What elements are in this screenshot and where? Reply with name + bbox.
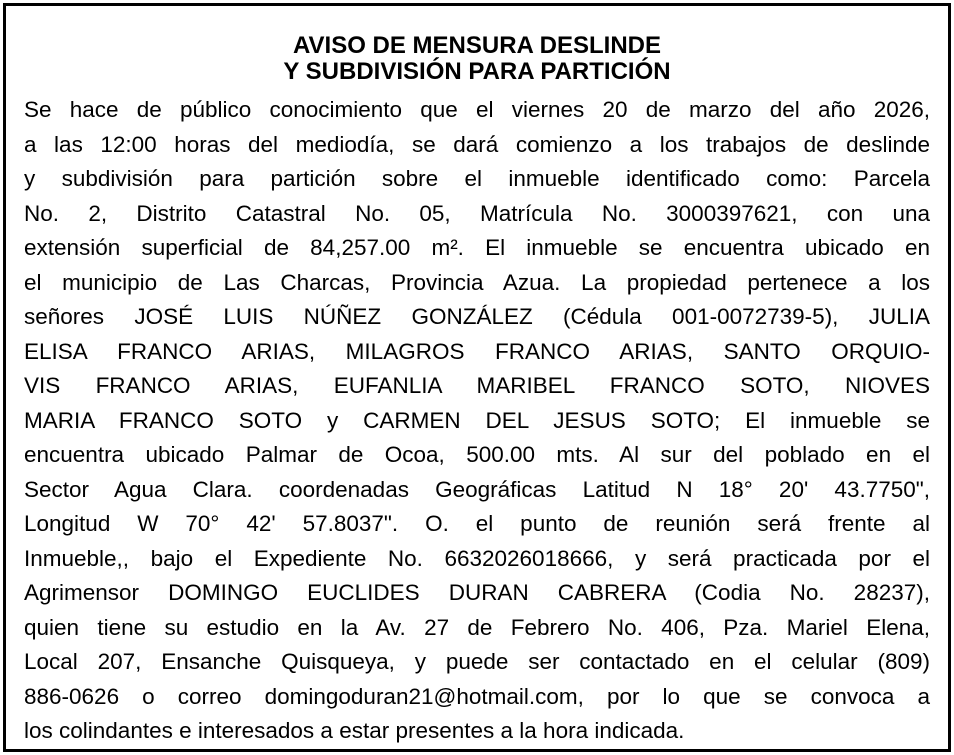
body-line: 886-0626 o correo domingoduran21@hotmail.com, por lo que se convoca a: [24, 683, 930, 709]
body-line: MARIA FRANCO SOTO y CARMEN DEL JESUS SOTO; El inmueble se: [24, 407, 930, 433]
body-line: y subdivisión para partición sobre el inmueble identificado como: Parcela: [24, 166, 930, 191]
body-line: Sector Agua Clara. coordenadas Geográficas Latitud N 18° 20' 43.7750",: [24, 476, 930, 502]
notice-title: [6, 33, 948, 85]
body-line: ELISA FRANCO ARIAS, MILAGROS FRANCO ARIAS, SANTO ORQUIO-: [24, 338, 930, 364]
body-line: Longitud W 70° 42' 57.8037". O. el punto de reunión será frente al: [24, 511, 930, 536]
body-line: quien tiene su estudio en la Av. 27 de Febrero No. 406, Pza. Mariel Elena,: [24, 614, 930, 640]
body-line: Inmueble,, bajo el Expediente No. 6632026018666, y será practicada por el: [24, 545, 930, 571]
body-line: No. 2, Distrito Catastral No. 05, Matrícula No. 3000397621, con una: [24, 200, 930, 226]
body-line: a las 12:00 horas del mediodía, se dará comienzo a los trabajos de deslinde: [24, 131, 930, 157]
body-line: señores JOSÉ LUIS NÚÑEZ GONZÁLEZ (Cédula 001-0072739-5), JULIA: [24, 304, 930, 329]
body-line: Local 207, Ensanche Quisqueya, y puede ser contactado en el celular (809): [24, 649, 930, 674]
body-line-last: los colindantes e interesados a estar presentes a la hora indicada.: [24, 718, 685, 743]
notice-title-line-1: AVISO DE MENSURA DESLINDE: [292, 32, 662, 59]
notice-border: [3, 3, 951, 752]
body-line: Agrimensor DOMINGO EUCLIDES DURAN CABRERA (Codia No. 28237),: [24, 580, 930, 605]
body-line: el municipio de Las Charcas, Provincia Azua. La propiedad pertenece a los: [24, 269, 930, 295]
notice-title-line-2: Y SUBDIVISIÓN PARA PARTICIÓN: [283, 58, 671, 85]
body-line: Se hace de público conocimiento que el viernes 20 de marzo del año 2026,: [24, 97, 930, 122]
body-line: extensión superficial de 84,257.00 m². El inmueble se encuentra ubicado en: [24, 235, 930, 260]
body-line: encuentra ubicado Palmar de Ocoa, 500.00 mts. Al sur del poblado en el: [24, 442, 930, 467]
notice-body: [24, 93, 930, 749]
body-line: VIS FRANCO ARIAS, EUFANLIA MARIBEL FRANCO SOTO, NIOVES: [24, 373, 930, 398]
